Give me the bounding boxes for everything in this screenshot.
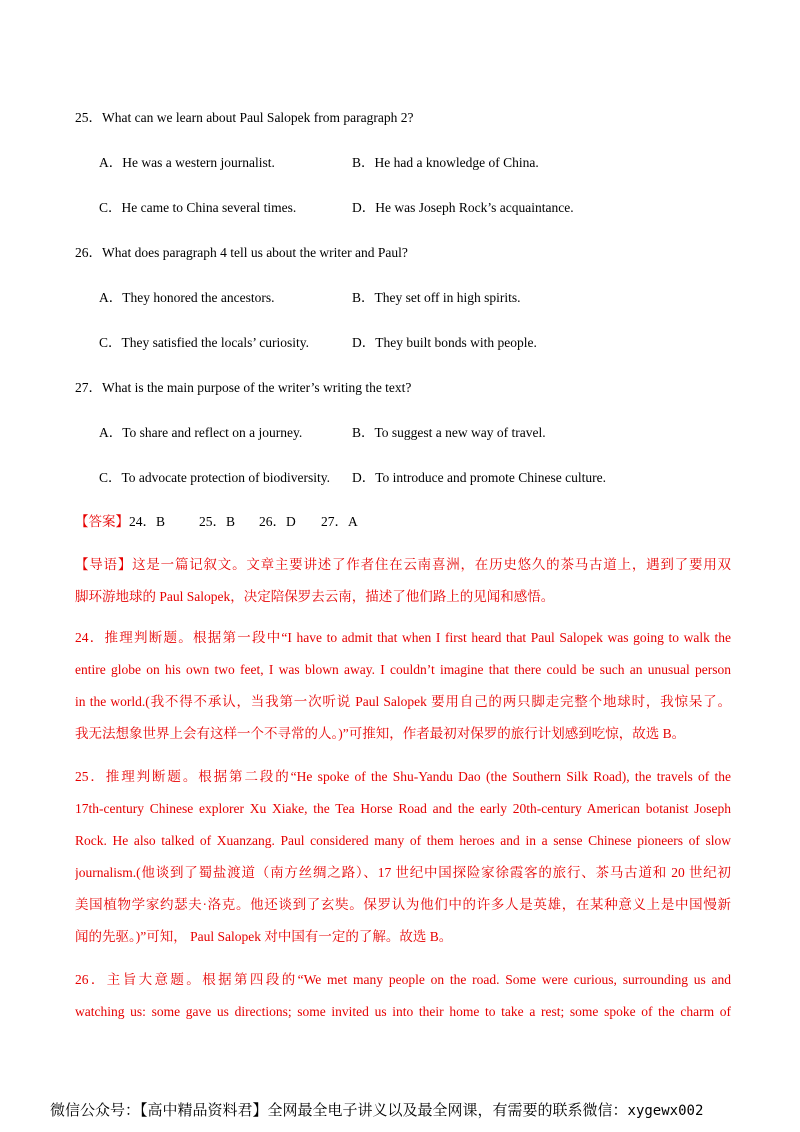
- question-27-option-b: B．To suggest a new way of travel.: [352, 425, 546, 440]
- explanation-line: watching us: some gave us directions; some invited us into their home to take a rest; some spoke of the charm of: [75, 1004, 731, 1019]
- explanation-line: 17th-century Chinese explorer Xu Xiake, the Tea Horse Road and the early 20th-century American botanist Joseph: [75, 801, 731, 816]
- explanation-26: [75, 964, 731, 1028]
- question-25-option-b: B．He had a knowledge of China.: [352, 155, 539, 170]
- explanation-line: in the world.(我不得不承认，当我第一次听说 Paul Salopek 要用自己的两只脚走完整个地球时，我惊呆了。: [75, 694, 731, 709]
- question-27-option-a: A．To share and reflect on a journey.: [99, 425, 303, 440]
- explanation-line: 闻的先驱。)”可知， Paul Salopek 对中国有一定的了解。故选 B。: [75, 929, 453, 944]
- footer-wechat-id: xygewx002: [627, 1103, 704, 1119]
- question-25-option-a: A．He was a western journalist.: [99, 155, 275, 170]
- question-27-option-c: C．To advocate protection of biodiversity.: [99, 470, 330, 485]
- answer-item: 24．B: [129, 514, 166, 529]
- explanation-line: journalism.(他谈到了蜀盐渡道（南方丝绸之路）、17 世纪中国探险家徐霞客的旅行、茶马古道和 20 世纪初: [75, 865, 731, 880]
- explanation-line: 26．主旨大意题。根据第四段的“We met many people on the road. Some were curious, surrounding us and: [75, 972, 731, 987]
- question-25-stem: 25．What can we learn about Paul Salopek from paragraph 2?: [75, 110, 414, 125]
- explanation-25: [75, 761, 731, 953]
- explanation-24: [75, 622, 731, 750]
- question-27-option-d: D．To introduce and promote Chinese culture.: [352, 470, 606, 485]
- guide-paragraph: [75, 549, 731, 613]
- guide-label: 【导语】: [75, 557, 133, 572]
- explanation-line: 美国植物学家约瑟夫·洛克。他还谈到了玄奘。保罗认为他们中的许多人是英雄，在某种意义上是中国慢新: [75, 897, 731, 912]
- answer-item: 25．B: [199, 514, 236, 529]
- explanation-line: 25．推理判断题。根据第二段的“He spoke of the Shu-Yandu Dao (the Southern Silk Road), the travels of the: [75, 769, 731, 784]
- question-26-option-c: C．They satisfied the locals’ curiosity.: [99, 335, 309, 350]
- explanation-line: 我无法想象世界上会有这样一个不寻常的人。)”可推知，作者最初对保罗的旅行计划感到吃惊，故选 B。: [75, 726, 686, 741]
- guide-line-2: 脚环游地球的 Paul Salopek，决定陪保罗去云南，描述了他们路上的见闻和感悟。: [75, 589, 555, 604]
- answer-key: [75, 510, 358, 530]
- question-26-option-b: B．They set off in high spirits.: [352, 290, 521, 305]
- guide-line-1: 【导语】这是一篇记叙文。文章主要讲述了作者住在云南喜洲，在历史悠久的茶马古道上，遇到了要用双: [75, 557, 731, 572]
- answer-label: 【答案】: [75, 514, 129, 529]
- footer-text: 微信公众号：【高中精品资料君】全网最全电子讲义以及最全网课，有需要的联系微信：: [50, 1101, 628, 1119]
- question-27-stem: 27．What is the main purpose of the writer’s writing the text?: [75, 380, 412, 395]
- explanation-line: 24．推理判断题。根据第一段中“I have to admit that when I first heard that Paul Salopek was going to walk the: [75, 630, 731, 645]
- question-26-stem: 26．What does paragraph 4 tell us about the writer and Paul?: [75, 245, 408, 260]
- question-25-option-d: D．He was Joseph Rock’s acquaintance.: [352, 200, 574, 215]
- question-26-option-d: D．They built bonds with people.: [352, 335, 537, 350]
- question-25-option-c: C．He came to China several times.: [99, 200, 297, 215]
- answer-item: 26．D: [259, 514, 296, 529]
- explanation-line: entire globe on his own two feet, I was blown away. I couldn’t imagine that there could be such an unusual person: [75, 662, 731, 677]
- page-footer: [50, 1099, 703, 1120]
- question-26-option-a: A．They honored the ancestors.: [99, 290, 275, 305]
- answer-item: 27．A: [321, 514, 358, 529]
- explanation-line: Rock. He also talked of Xuanzang. Paul considered many of them heroes and in a sense Chinese pioneers of slow: [75, 833, 731, 848]
